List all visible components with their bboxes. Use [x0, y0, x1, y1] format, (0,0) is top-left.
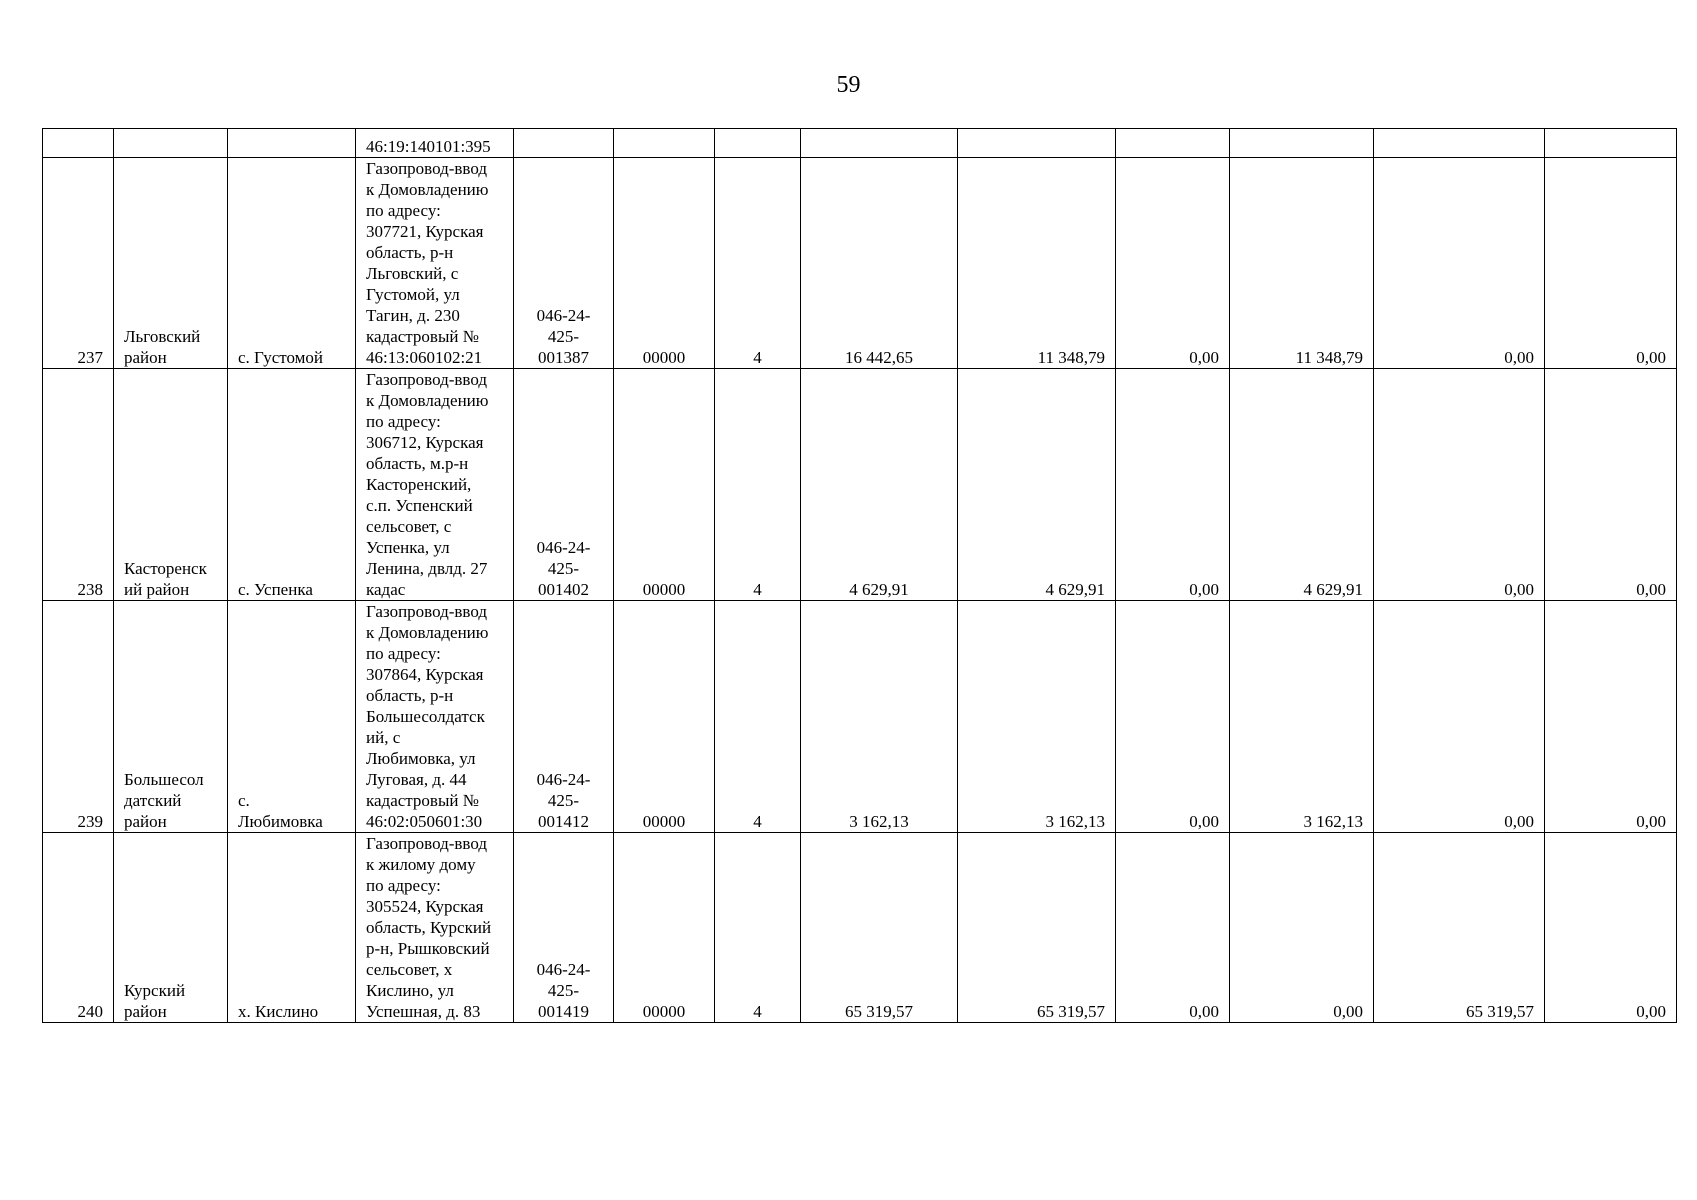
inventory-code-text: 046-24- 425- 001387 [536, 306, 591, 367]
cell-settlement [228, 833, 356, 1023]
cell-address [356, 833, 514, 1023]
cell-empty [715, 129, 801, 158]
table-row [43, 158, 1677, 369]
cell-value-1: 16 442,65 [801, 158, 958, 369]
cell-value-4: 11 348,79 [1230, 158, 1374, 369]
cell-empty [1230, 129, 1374, 158]
cell-inventory-code [514, 601, 614, 833]
cell-value-5: 0,00 [1374, 158, 1545, 369]
cell-group: 4 [715, 601, 801, 833]
cell-value-2: 65 319,57 [958, 833, 1116, 1023]
district-text: Касторенск ий район [124, 559, 207, 599]
cell-empty [958, 129, 1116, 158]
cell-inventory-code [514, 158, 614, 369]
cell-code2: 00000 [614, 158, 715, 369]
address-text: Газопровод-ввод к Домовладению по адресу: 307721, Курская область, р-н Льговский, с Густомой, ул Тагин, д. 230 кадастровый № 46:13:060102:21 [366, 159, 489, 367]
cell-value-3: 0,00 [1116, 158, 1230, 369]
inventory-code-text: 046-24- 425- 001402 [536, 538, 591, 599]
cell-group: 4 [715, 833, 801, 1023]
district-text: Льговский район [124, 327, 201, 367]
cell-district [114, 833, 228, 1023]
cell-empty [1116, 129, 1230, 158]
cell-empty [228, 129, 356, 158]
cell-district [114, 369, 228, 601]
cell-code2: 00000 [614, 833, 715, 1023]
cell-row-number: 240 [43, 833, 114, 1023]
cell-empty [43, 129, 114, 158]
address-text: Газопровод-ввод к Домовладению по адресу: 306712, Курская область, м.р-н Касторенский, с.п. Успенский сельсовет, с Успенка, ул Ленина, двлд. 27 кадас [366, 370, 489, 599]
cell-code2: 00000 [614, 369, 715, 601]
cell-value-4: 0,00 [1230, 833, 1374, 1023]
table-row [43, 601, 1677, 833]
address-text: Газопровод-ввод к Домовладению по адресу: 307864, Курская область, р-н Большесолдатск ий, с Любимовка, ул Луговая, д. 44 кадастровый № 46:02:050601:30 [366, 602, 489, 831]
cell-row-number: 239 [43, 601, 114, 833]
cell-value-2: 3 162,13 [958, 601, 1116, 833]
table-row-continuation [43, 129, 1677, 158]
cell-value-6: 0,00 [1545, 158, 1677, 369]
cell-value-1: 3 162,13 [801, 601, 958, 833]
cell-value-6: 0,00 [1545, 601, 1677, 833]
district-text: Курский район [124, 981, 186, 1021]
cell-value-1: 4 629,91 [801, 369, 958, 601]
cell-address [356, 158, 514, 369]
address-text: 46:19:140101:395 [366, 137, 491, 156]
cell-value-6: 0,00 [1545, 369, 1677, 601]
settlement-text: с. Успенка [238, 580, 313, 599]
cell-value-1: 65 319,57 [801, 833, 958, 1023]
cell-group: 4 [715, 369, 801, 601]
cell-empty [514, 129, 614, 158]
cell-group: 4 [715, 158, 801, 369]
district-text: Большесол датский район [124, 770, 204, 831]
cell-code2: 00000 [614, 601, 715, 833]
page-number: 59 [836, 72, 861, 98]
cell-row-number: 238 [43, 369, 114, 601]
cell-empty [801, 129, 958, 158]
inventory-code-text: 046-24- 425- 001419 [536, 960, 591, 1021]
cell-address [356, 369, 514, 601]
cell-value-2: 4 629,91 [958, 369, 1116, 601]
cell-value-4: 4 629,91 [1230, 369, 1374, 601]
cell-value-4: 3 162,13 [1230, 601, 1374, 833]
cell-value-3: 0,00 [1116, 601, 1230, 833]
settlement-text: х. Кислино [238, 1002, 319, 1021]
cell-value-5: 65 319,57 [1374, 833, 1545, 1023]
settlement-text: с. Густомой [238, 348, 324, 367]
cell-district [114, 601, 228, 833]
cell-empty [114, 129, 228, 158]
cell-value-2: 11 348,79 [958, 158, 1116, 369]
cell-settlement [228, 369, 356, 601]
cell-settlement [228, 158, 356, 369]
settlement-text: с. Любимовка [238, 791, 323, 831]
cell-empty [1374, 129, 1545, 158]
cell-value-6: 0,00 [1545, 833, 1677, 1023]
cell-value-3: 0,00 [1116, 833, 1230, 1023]
cell-address [356, 601, 514, 833]
table-row [43, 369, 1677, 601]
cell-empty [1545, 129, 1677, 158]
cell-row-number: 237 [43, 158, 114, 369]
cell-inventory-code [514, 833, 614, 1023]
cell-value-5: 0,00 [1374, 601, 1545, 833]
cell-empty [614, 129, 715, 158]
cell-settlement [228, 601, 356, 833]
table-row [43, 833, 1677, 1023]
inventory-code-text: 046-24- 425- 001412 [536, 770, 591, 831]
cell-inventory-code [514, 369, 614, 601]
cell-district [114, 158, 228, 369]
cell-value-3: 0,00 [1116, 369, 1230, 601]
data-table [42, 128, 1677, 1023]
address-text: Газопровод-ввод к жилому дому по адресу: 305524, Курская область, Курский р-н, Рышковский сельсовет, х Кислино, ул Успешная, д. 83 [366, 834, 492, 1021]
cell-value-5: 0,00 [1374, 369, 1545, 601]
cell-address [356, 129, 514, 158]
